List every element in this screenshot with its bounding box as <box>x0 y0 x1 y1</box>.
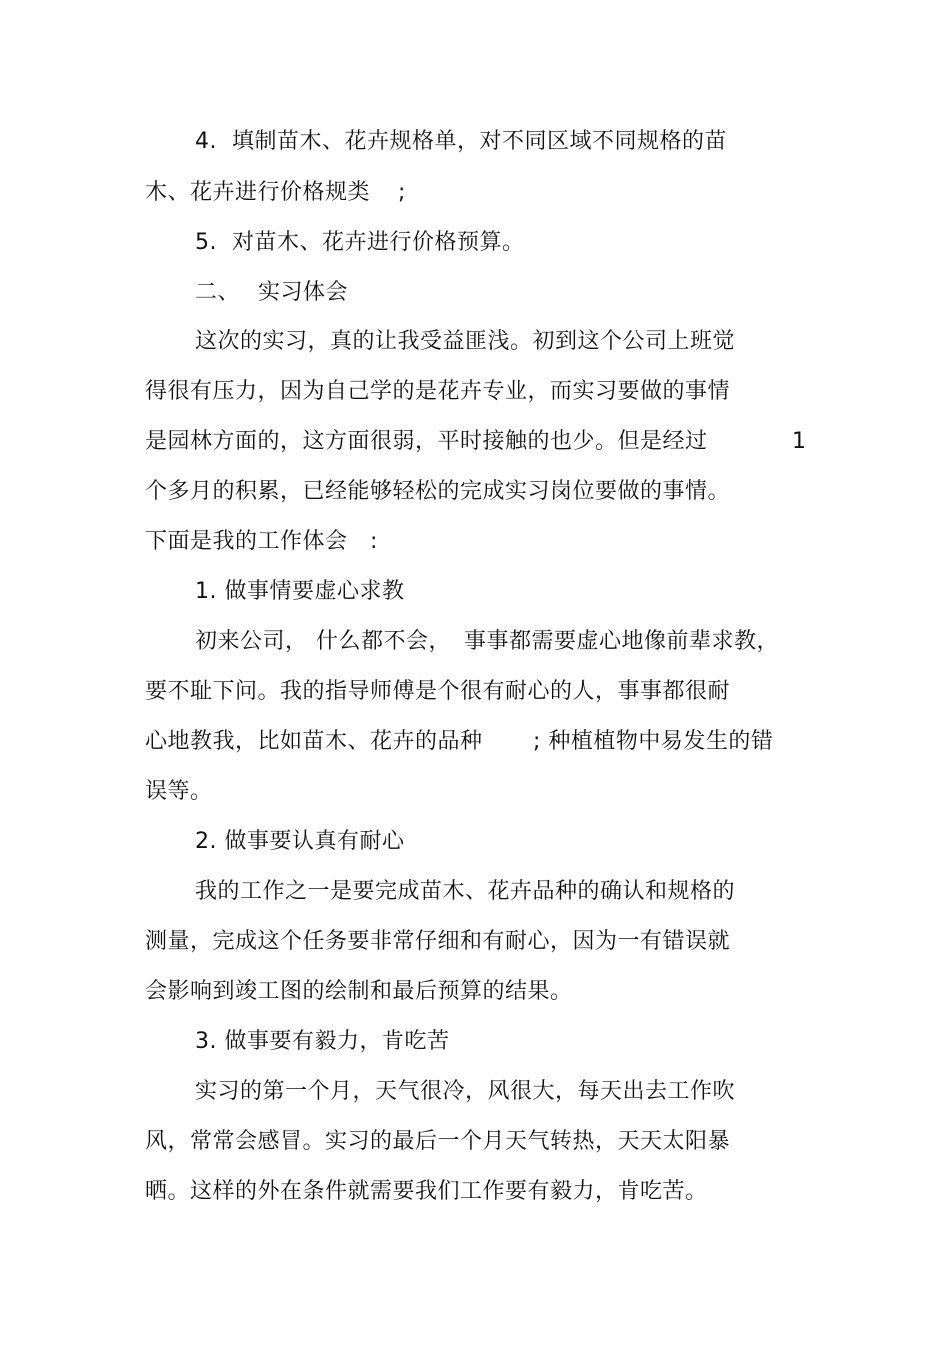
text-line: 下面是我的工作体会 <box>145 529 348 554</box>
text-line: 测量，完成这个任务要非常仔细和有耐心，因为一有错误就 <box>145 929 731 954</box>
section-number: 二、 <box>195 280 241 305</box>
text-line: 实习的第一个月，天气很冷，风很大，每天出去工作吹 <box>195 1079 736 1104</box>
text-line: 风，常常会感冒。实习的最后一个月天气转热，天天太阳暴 <box>145 1129 731 1154</box>
subheading: 3. 做事要有毅力，肯吃苦 <box>195 1029 450 1054</box>
text-line: : <box>370 529 378 554</box>
text-line: ; <box>398 180 406 205</box>
text-line: 得很有压力，因为自己学的是花卉专业，而实习要做的事情 <box>145 379 731 404</box>
text-line: 我的工作之一是要完成苗木、花卉品种的确认和规格的 <box>195 879 736 904</box>
section-heading: 实习体会 <box>258 280 349 305</box>
text-line: 4. 填制苗木、花卉规格单，对不同区域不同规格的苗 <box>195 129 727 154</box>
text-line: 会影响到竣工图的绘制和最后预算的结果。 <box>145 979 573 1004</box>
text-line: 是园林方面的，这方面很弱，平时接触的也少。但是经过 <box>145 429 708 454</box>
text-line: 晒。这样的外在条件就需要我们工作要有毅力，肯吃苦。 <box>145 1179 708 1204</box>
text-line: 初来公司， <box>195 629 308 654</box>
text-line: 要不耻下问。我的指导师傅是个很有耐心的人，事事都很耐 <box>145 679 731 704</box>
text-line: 1 <box>792 429 807 454</box>
text-line: 心地教我，比如苗木、花卉的品种 <box>145 729 483 754</box>
subheading: 1. 做事情要虚心求教 <box>195 579 405 604</box>
text-line: 这次的实习，真的让我受益匪浅。初到这个公司上班觉 <box>195 329 736 354</box>
text-line: 5. 对苗木、花卉进行价格预算。 <box>195 230 525 255</box>
text-line: 误等。 <box>145 779 213 804</box>
subheading: 2. 做事要认真有耐心 <box>195 829 405 854</box>
text-line: 什么都不会， <box>316 629 452 654</box>
text-line: 事事都需要虚心地像前辈求教， <box>464 629 780 654</box>
text-line: 木、花卉进行价格规类 <box>145 180 371 205</box>
text-line: 个多月的积累，已经能够轻松的完成实习岗位要做的事情。 <box>145 479 731 504</box>
text-line: ; 种植植物中易发生的错 <box>533 729 774 754</box>
